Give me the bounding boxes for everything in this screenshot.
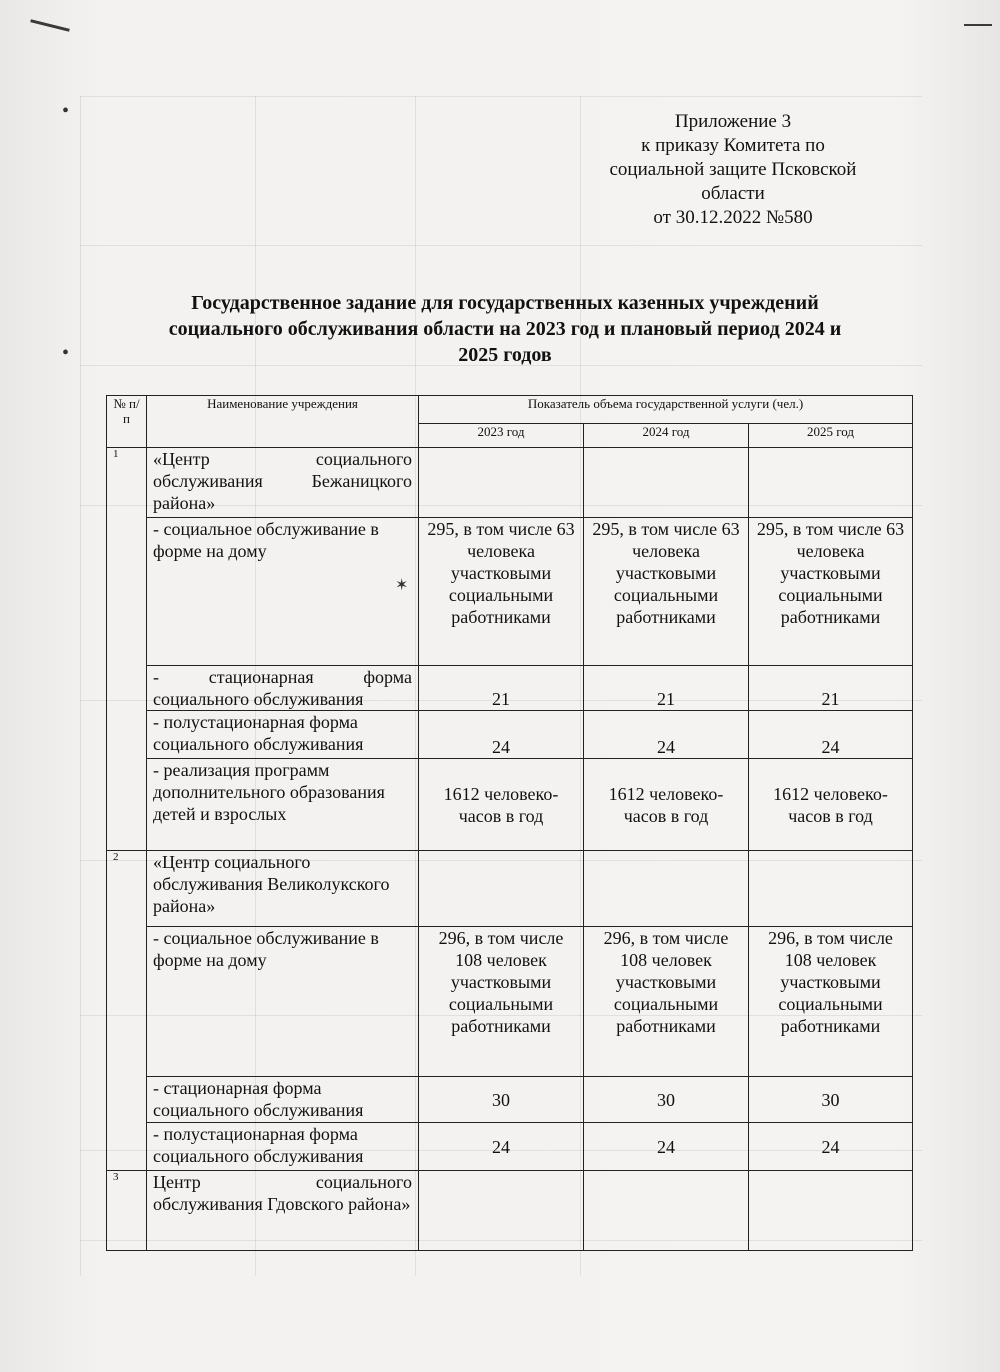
value-2024: 21 [584,666,749,711]
value-cell [584,851,749,927]
value-2023: 1612 человеко-часов в год [419,759,584,851]
value-2025: 1612 человеко-часов в год [749,759,913,851]
institution-name: «Центр социального обслуживания Бежаницкого района» [147,448,419,518]
value-cell [749,448,913,518]
header-year-2023: 2023 год [419,424,584,448]
service-name: - стационарная форма социального обслуживания [147,1077,419,1123]
header-indicator: Показатель объема государственной услуги (чел.) [419,396,913,424]
table-row [107,759,913,851]
title-line: Государственное задание для государственных казенных учреждений [191,292,819,314]
appendix-line: социальной защите Псковской [609,159,857,180]
table-row [107,1123,913,1171]
row-number: 2 [107,851,147,1171]
service-name: - стационарная форма социального обслуживания [147,666,419,711]
table-row [107,711,913,759]
table-row [107,518,913,666]
value-2024: 30 [584,1077,749,1123]
table-header-row [107,396,913,424]
value-2024: 295, в том числе 63 человека участковыми социальными работниками [584,518,749,666]
value-2024: 296, в том числе 108 человек участковыми социальными работниками [584,927,749,1077]
value-2025: 295, в том числе 63 человека участковыми социальными работниками [749,518,913,666]
scan-speck: • [62,100,70,122]
value-2025: 21 [749,666,913,711]
scan-speck: ✶ [395,577,409,594]
appendix-line: Приложение 3 [674,111,792,132]
scan-mark [30,19,70,32]
value-2023: 21 [419,666,584,711]
bleed-through-line [80,245,922,246]
header-num: № п/п [107,396,147,448]
table-row [107,448,913,518]
title-line: социального обслуживания области на 2023 год и плановый период 2024 и [168,318,842,340]
table-row [107,1077,913,1123]
table-row [107,1171,913,1251]
bleed-through-line [80,96,922,97]
value-cell [584,1171,749,1251]
header-year-2025: 2025 год [749,424,913,448]
value-2023: 30 [419,1077,584,1123]
value-2025: 24 [749,711,913,759]
appendix-line: к приказу Комитета по [641,135,825,156]
service-name: - полустационарная форма социального обслуживания [147,711,419,759]
value-2023: 295, в том числе 63 человека участковыми социальными работниками [419,518,584,666]
value-2023: 24 [419,711,584,759]
document-title [120,290,890,368]
value-2023: 24 [419,1123,584,1171]
bleed-through-line [80,96,81,1276]
appendix-date-line: от 30.12.2022 №580 [653,207,813,228]
row-number: 3 [107,1171,147,1251]
scan-mark [964,24,992,26]
table-row [107,927,913,1077]
title-line: 2025 годов [458,344,552,366]
value-2024: 24 [584,711,749,759]
header-year-2024: 2024 год [584,424,749,448]
value-2024: 24 [584,1123,749,1171]
value-2025: 24 [749,1123,913,1171]
value-2025: 30 [749,1077,913,1123]
value-cell [749,851,913,927]
appendix-line: области [701,183,765,204]
table-row [107,851,913,927]
value-2024: 1612 человеко-часов в год [584,759,749,851]
table-row [107,666,913,711]
appendix-block [588,110,878,230]
institution-name: Центр социального обслуживания Гдовского района» [147,1171,419,1251]
value-cell [419,448,584,518]
service-name: - реализация программ дополнительного образования детей и взрослых [147,759,419,851]
value-cell [419,851,584,927]
scan-speck: • [62,342,70,364]
state-assignment-table [106,395,913,1251]
value-2023: 296, в том числе 108 человек участковыми социальными работниками [419,927,584,1077]
row-number: 1 [107,448,147,851]
value-2025: 296, в том числе 108 человек участковыми социальными работниками [749,927,913,1077]
value-cell [419,1171,584,1251]
service-name: - социальное обслуживание в форме на дому [147,518,419,666]
header-institution-name: Наименование учреждения [147,396,419,448]
value-cell [749,1171,913,1251]
institution-name: «Центр социального обслуживания Великолукского района» [147,851,419,927]
service-name: - социальное обслуживание в форме на дому [147,927,419,1077]
value-cell [584,448,749,518]
service-name: - полустационарная форма социального обслуживания [147,1123,419,1171]
